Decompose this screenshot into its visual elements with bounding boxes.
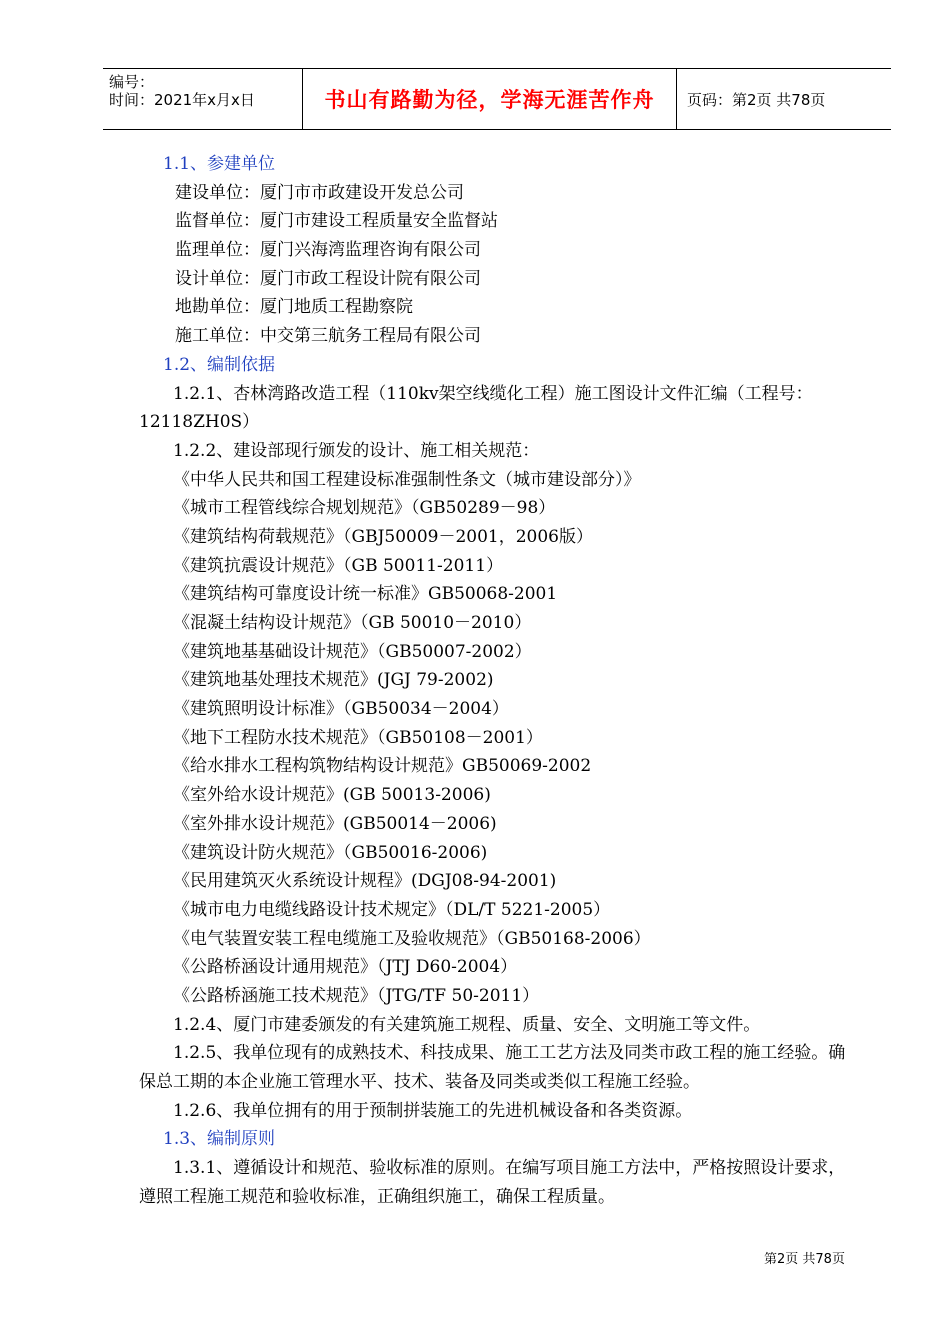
standard-item: 《公路桥涵设计通用规范》（JTJ D60-2004） [173, 957, 518, 978]
page-header [103, 68, 891, 130]
standard-item: 《室外给水设计规范》(GB 50013-2006) [173, 785, 491, 806]
standard-item: 《给水排水工程构筑物结构设计规范》GB50069-2002 [173, 756, 592, 777]
standard-item: 《建筑结构可靠度设计统一标准》GB50068-2001 [173, 584, 558, 605]
paragraph-1-2-4: 1.2.4、厦门市建委颁发的有关建筑施工规程、质量、安全、文明施工等文件。 [173, 1014, 761, 1035]
section-heading-1-2: 1.2、编制依据 [163, 354, 276, 375]
paragraph-1-2-1 [139, 380, 859, 437]
standard-item: 《建筑地基基础设计规范》（GB50007-2002） [173, 641, 532, 662]
standard-item: 《民用建筑灭火系统设计规程》(DGJ08-94-2001) [173, 871, 557, 892]
page-footer: 第2页 共78页 [764, 1252, 845, 1267]
standard-item: 《室外排水设计规范》(GB50014－2006) [173, 813, 497, 834]
unit-build: 建设单位：厦门市市政建设开发总公司 [175, 182, 464, 203]
standard-item: 《中华人民共和国工程建设标准强制性条文（城市建设部分）》 [173, 469, 641, 490]
paragraph-1-2-2: 1.2.2、建设部现行颁发的设计、施工相关规范： [173, 440, 540, 461]
document-time-label: 时间：2021年x月x日 [109, 91, 255, 109]
document-number-label: 编号： [109, 73, 155, 91]
standard-item: 《建筑照明设计标准》（GB50034－2004） [173, 699, 509, 720]
header-slogan: 书山有路勤为径，学海无涯苦作舟 [303, 69, 677, 129]
standard-item: 《建筑地基处理技术规范》(JGJ 79-2002) [173, 670, 494, 691]
standard-item: 《公路桥涵施工技术规范》（JTG/TF 50-2011） [173, 985, 540, 1006]
paragraph-1-2-6: 1.2.6、我单位拥有的用于预制拼装施工的先进机械设备和各类资源。 [173, 1100, 693, 1121]
standard-item: 《建筑设计防火规范》（GB50016-2006) [173, 842, 488, 863]
document-body [139, 150, 859, 1212]
section-heading-1-3: 1.3、编制原则 [163, 1129, 276, 1150]
unit-construct: 施工单位：中交第三航务工程局有限公司 [175, 326, 481, 347]
standard-item: 《建筑抗震设计规范》（GB 50011-2011） [173, 555, 504, 576]
standard-item: 《城市电力电缆线路设计技术规定》（DL/T 5221-2005） [173, 899, 611, 920]
standard-item: 《电气装置安装工程电缆施工及验收规范》（GB50168-2006） [173, 928, 651, 949]
header-page-info: 页码：第2页 共78页 [687, 90, 826, 109]
unit-monitor: 监理单位：厦门兴海湾监理咨询有限公司 [175, 240, 481, 261]
unit-design: 设计单位：厦门市政工程设计院有限公司 [175, 268, 481, 289]
paragraph-1-3-1-text: 1.3.1、遵循设计和规范、验收标准的原则。在编写项目施工方法中，严格按照设计要求，遵照工程施工规范和验收标准，正确组织施工，确保工程质量。 [139, 1158, 846, 1207]
paragraph-1-3-1 [139, 1154, 859, 1211]
header-meta [103, 69, 303, 129]
standard-item: 《城市工程管线综合规划规范》（GB50289－98） [173, 498, 556, 519]
paragraph-1-2-5 [139, 1039, 859, 1096]
paragraph-1-2-1-text: 1.2.1、杏林湾路改造工程（110kv架空线缆化工程）施工图设计文件汇编（工程号：12118ZH0S） [139, 383, 813, 433]
standard-item: 《建筑结构荷载规范》（GBJ50009－2001，2006版） [173, 526, 593, 547]
unit-survey: 地勘单位：厦门地质工程勘察院 [175, 297, 413, 318]
paragraph-1-2-5-text: 1.2.5、我单位现有的成熟技术、科技成果、施工工艺方法及同类市政工程的施工经验。确保总工期的本企业施工管理水平、技术、装备及同类或类似工程施工经验。 [139, 1043, 846, 1093]
standard-item: 《混凝土结构设计规范》（GB 50010－2010） [173, 613, 532, 634]
unit-supervise: 监督单位：厦门市建设工程质量安全监督站 [175, 211, 498, 232]
standard-item: 《地下工程防水技术规范》（GB50108－2001） [173, 727, 543, 748]
section-heading-1-1: 1.1、参建单位 [163, 154, 276, 174]
